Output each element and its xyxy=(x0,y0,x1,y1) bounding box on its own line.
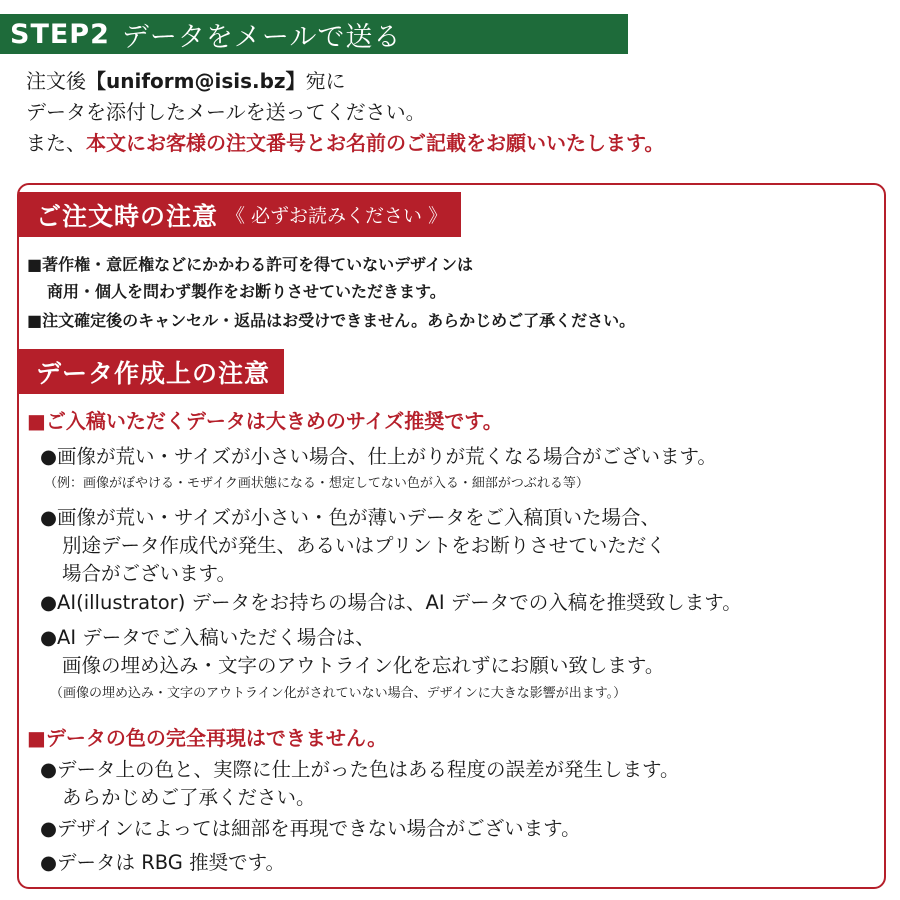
section-title: ■データの色の完全再現はできません。 xyxy=(27,726,388,750)
step-label: STEP2 xyxy=(10,18,110,50)
order-notice-item-line: ■著作権・意匠権などにかかわる許可を得ていないデザインは xyxy=(27,255,473,274)
bullet-note: （画像の埋め込み・文字のアウトライン化がされていない場合、デザインに大きな影響が出ます。） xyxy=(50,686,627,701)
bullet-item xyxy=(40,624,875,680)
intro-line-1 xyxy=(26,66,886,97)
order-notice-item xyxy=(27,251,877,305)
bullet-line: ●画像が荒い・サイズが小さい場合、仕上がりが荒くなる場合がございます。 xyxy=(40,445,717,468)
order-notice-heading xyxy=(18,192,461,237)
bullet-line: 場合がございます。 xyxy=(62,562,236,585)
bullet-item xyxy=(40,756,875,812)
bullet-item xyxy=(40,589,875,617)
data-notice-heading xyxy=(18,349,284,394)
order-notice-subtitle: 《 必ずお読みください 》 xyxy=(226,205,448,227)
bullet-line: ●画像が荒い・サイズが小さい・色が薄いデータをご入稿頂いた場合、 xyxy=(40,506,660,529)
bullet-item xyxy=(40,504,875,588)
bullet-line: 別途データ作成代が発生、あるいはプリントをお断りさせていただく xyxy=(62,534,666,557)
bullet-line: ●データ上の色と、実際に仕上がった色はある程度の誤差が発生します。 xyxy=(40,758,680,781)
order-notice-item xyxy=(27,307,877,334)
bullet-item xyxy=(40,849,875,877)
order-notice-item-line: 商用・個人を問わず製作をお断りさせていただきます。 xyxy=(47,282,446,301)
intro-line-3 xyxy=(26,128,886,159)
step-title: データをメールで送る xyxy=(121,21,402,53)
bullet-line: ●デザインによっては細部を再現できない場合がございます。 xyxy=(40,817,581,840)
bullet-item xyxy=(40,443,875,471)
intro-emphasis: 本文にお客様の注文番号とお名前のご記載をお願いいたします。 xyxy=(86,131,665,155)
intro-text xyxy=(26,66,886,159)
step-banner xyxy=(0,14,628,54)
bullet-line: ●データは RBG 推奨です。 xyxy=(40,851,286,874)
bullet-line: 画像の埋め込み・文字のアウトライン化を忘れずにお願い致します。 xyxy=(62,654,665,677)
intro-line-1-prefix: 注文後 xyxy=(26,69,86,93)
intro-line-3-prefix: また、 xyxy=(26,131,86,155)
bullet-line: ●AI データでご入稿いただく場合は、 xyxy=(40,626,375,649)
contact-email: 【uniform@isis.bz】 xyxy=(86,69,306,93)
intro-line-1-suffix: 宛に xyxy=(305,69,346,93)
bullet-line: あらかじめご了承ください。 xyxy=(62,786,316,809)
intro-line-2: データを添付したメールを送ってください。 xyxy=(26,100,426,124)
bullet-item xyxy=(40,815,875,843)
bullet-note: （例：画像がぼやける・モザイク画状態になる・想定してない色が入る・細部がつぶれる等） xyxy=(44,476,589,491)
order-notice-item-line: ■注文確定後のキャンセル・返品はお受けできません。あらかじめご了承ください。 xyxy=(27,311,636,330)
order-notice-title: ご注文時の注意 xyxy=(36,201,219,231)
section-title: ■ご入稿いただくデータは大きめのサイズ推奨です。 xyxy=(27,409,503,433)
data-notice-title: データ作成上の注意 xyxy=(36,358,271,388)
bullet-line: ●AI(illustrator) データをお持ちの場合は、AI データでの入稿を推奨致します。 xyxy=(40,591,742,614)
